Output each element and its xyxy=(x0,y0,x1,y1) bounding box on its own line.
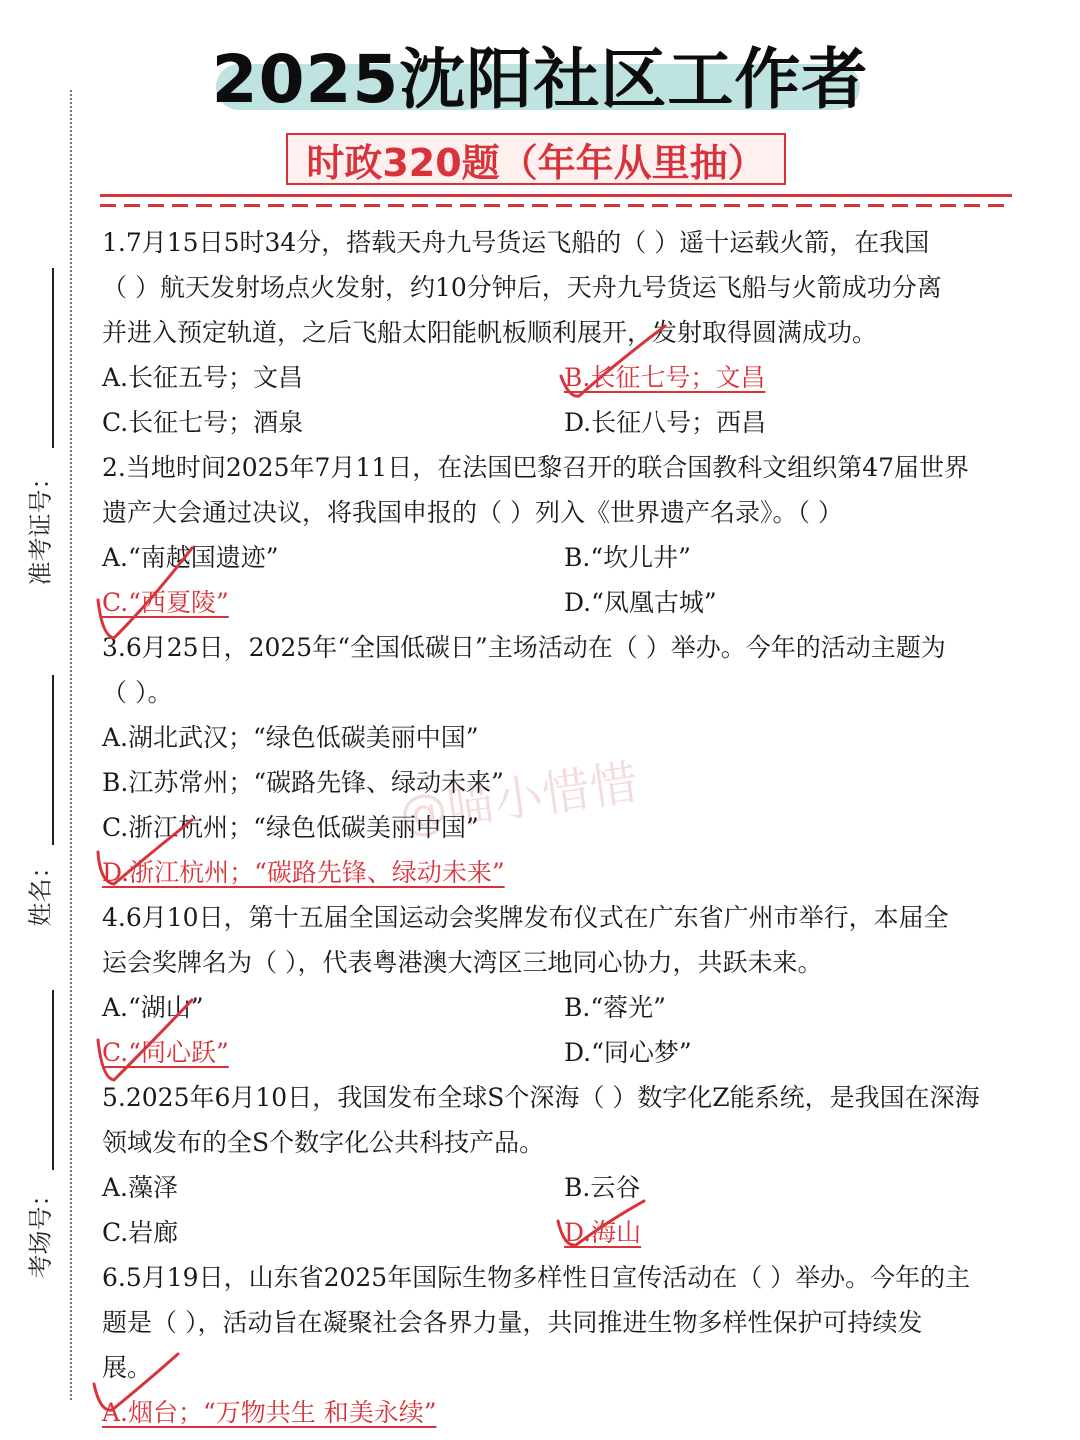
option-d: D.“凤凰古城” xyxy=(564,588,717,617)
option-row xyxy=(102,985,1027,1030)
option-row xyxy=(102,760,1027,805)
question-stem-line: （ ）航天发射场点火发射，约10分钟后，天舟九号货运飞船与火箭成功分离 xyxy=(102,273,942,302)
title-block xyxy=(0,30,1080,130)
option-a: A.湖北武汉；“绿色低碳美丽中国” xyxy=(102,723,479,752)
question-stem-line: 领域发布的全S个数字化公共科技产品。 xyxy=(102,1128,545,1157)
option-c: C.浙江杭州；“绿色低碳美丽中国” xyxy=(102,813,479,842)
option-d: D.“同心梦” xyxy=(564,1038,692,1067)
question-stem-line: 3.6月25日，2025年“全国低碳日”主场活动在（ ）举办。今年的活动主题为 xyxy=(102,633,946,662)
option-c: C.岩廊 xyxy=(102,1218,179,1247)
option-c-correct: C.“同心跃” xyxy=(102,1038,229,1067)
question-stem-line: 4.6月10日，第十五届全国运动会奖牌发布仪式在广东省广州市举行，本届全 xyxy=(102,903,949,932)
question-1 xyxy=(102,220,1027,445)
watermark: @喵小惜惜 xyxy=(395,754,642,844)
question-stem-line: 题是（ ），活动旨在凝聚社会各界力量，共同推进生物多样性保护可持续发 xyxy=(102,1308,923,1337)
option-a: A.“湖山” xyxy=(102,993,204,1022)
option-b: B.“蓉光” xyxy=(564,993,666,1022)
header-rule xyxy=(100,194,1012,197)
option-c: C.长征七号；酒泉 xyxy=(102,408,304,437)
option-a: A.长征五号；文昌 xyxy=(102,363,304,392)
question-2 xyxy=(102,445,1027,625)
option-c-correct: C.“西夏陵” xyxy=(102,588,229,617)
question-4 xyxy=(102,895,1027,1075)
option-b: B.“坎儿井” xyxy=(564,543,691,572)
question-stem-line: 展。 xyxy=(102,1353,153,1382)
option-row xyxy=(102,1165,1027,1210)
binding-dotted-line xyxy=(70,90,72,1400)
option-row xyxy=(102,805,1027,850)
option-row xyxy=(102,1030,1027,1075)
question-stem-line: 2.当地时间2025年7月11日，在法国巴黎召开的联合国教科文组织第47届世界 xyxy=(102,453,970,482)
option-b: B.云谷 xyxy=(564,1173,641,1202)
option-row xyxy=(102,400,1027,445)
option-a: A.藻泽 xyxy=(102,1173,179,1202)
option-row xyxy=(102,850,1027,895)
exam-id-blank-line xyxy=(52,268,54,448)
option-row xyxy=(102,1210,1027,1255)
question-stem-line: 1.7月15日5时34分，搭载天舟九号货运飞船的（ ）遥十运载火箭，在我国 xyxy=(102,228,930,257)
question-stem-line: （ ）。 xyxy=(102,678,173,707)
option-d-correct: D.海山 xyxy=(564,1218,642,1247)
subtitle-box xyxy=(286,133,786,185)
option-b: B.江苏常州；“碳路先锋、绿动未来” xyxy=(102,768,504,797)
option-row xyxy=(102,715,1027,760)
option-a: A.“南越国遗迹” xyxy=(102,543,279,572)
option-row xyxy=(102,355,1027,400)
question-stem-line: 遗产大会通过决议，将我国申报的（ ）列入《世界遗产名录》。（ ） xyxy=(102,498,843,527)
page-subtitle: 时政320题（年年从里抽） xyxy=(306,140,766,185)
option-a-correct: A.烟台；“万物共生 和美永续” xyxy=(102,1398,437,1427)
name-blank-line xyxy=(52,675,54,845)
option-row xyxy=(102,535,1027,580)
question-5 xyxy=(102,1075,1027,1255)
name-label: 姓名： xyxy=(26,854,55,926)
header-dashed-rule xyxy=(100,204,1012,207)
page-title: 2025沈阳社区工作者 xyxy=(211,41,869,118)
question-stem-line: 并进入预定轨道，之后飞船太阳能帆板顺利展开，发射取得圆满成功。 xyxy=(102,318,878,347)
option-d-correct: D.浙江杭州；“碳路先锋、绿动未来” xyxy=(102,858,505,887)
question-stem-line: 运会奖牌名为（ ），代表粤港澳大湾区三地同心协力，共跃未来。 xyxy=(102,948,823,977)
room-blank-line xyxy=(52,990,54,1170)
question-list xyxy=(102,220,1027,1435)
option-d: D.长征八号；西昌 xyxy=(564,408,767,437)
option-b-correct: B.长征七号；文昌 xyxy=(564,363,766,392)
question-stem-line: 6.5月19日，山东省2025年国际生物多样性日宣传活动在（ ）举办。今年的主 xyxy=(102,1263,971,1292)
option-row xyxy=(102,580,1027,625)
option-row xyxy=(102,1390,1027,1435)
question-6 xyxy=(102,1255,1027,1435)
exam-id-label: 准考证号： xyxy=(26,465,55,585)
question-stem-line: 5.2025年6月10日，我国发布全球S个深海（ ）数字化Z能系统，是我国在深海 xyxy=(102,1083,980,1112)
question-3 xyxy=(102,625,1027,895)
room-label: 考场号： xyxy=(26,1182,55,1278)
